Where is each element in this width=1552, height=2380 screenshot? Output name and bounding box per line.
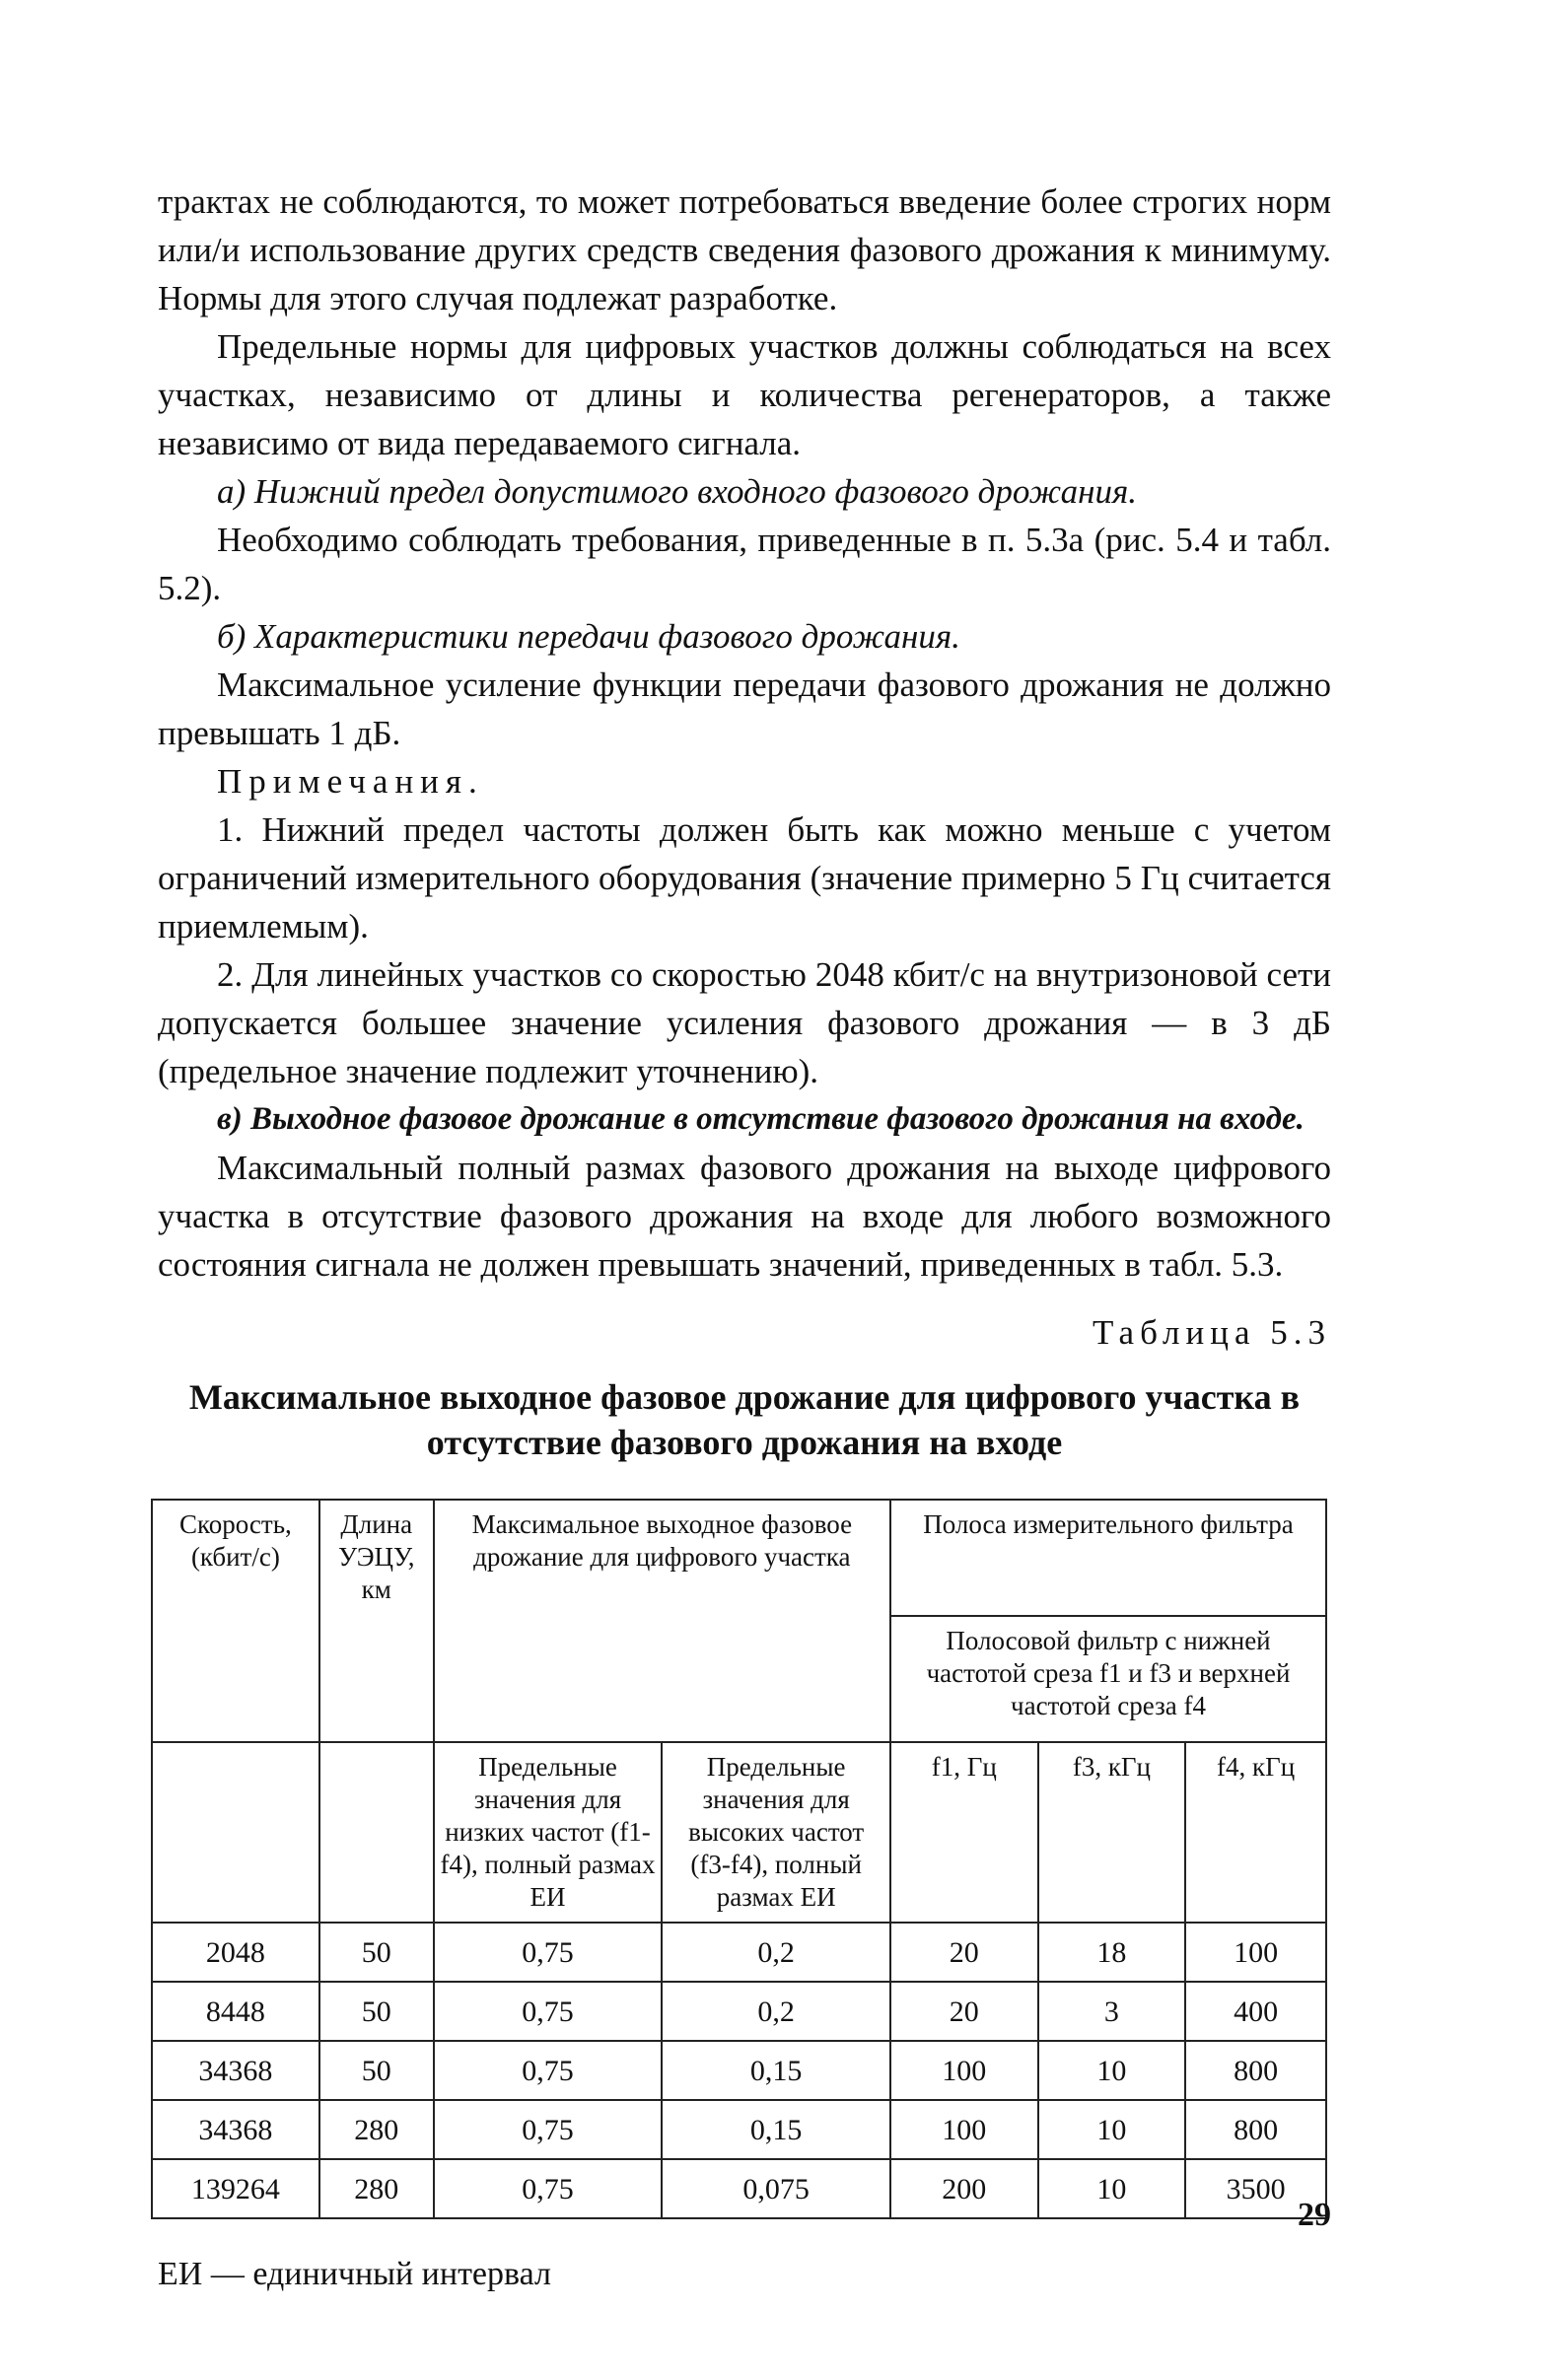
table-cell: 0,75 bbox=[434, 1923, 663, 1982]
table-cell: 50 bbox=[319, 1923, 434, 1982]
table-cell: 400 bbox=[1185, 1982, 1326, 2041]
table-cell: 20 bbox=[890, 1923, 1038, 1982]
table-cell: 800 bbox=[1185, 2041, 1326, 2100]
paragraph-1: трактах не соблюдаются, то может потребоваться введение более строгих норм или/и использование других средств сведения фазового дрожания к минимуму. Нормы для этого случая подлежат разработке. bbox=[158, 182, 1331, 317]
table-cell: 100 bbox=[1185, 1923, 1326, 1982]
header-empty-2 bbox=[319, 1742, 434, 1923]
table-cell: 34368 bbox=[152, 2100, 319, 2159]
header-length: Длина УЭЦУ, км bbox=[319, 1500, 434, 1742]
table-row bbox=[152, 2159, 1326, 2218]
paragraph-2: Предельные нормы для цифровых участков должны соблюдаться на всех участках, независимо от длины и количества регенераторов, а также независимо от вида передаваемого сигнала. bbox=[158, 327, 1331, 462]
subheading-b: б) Характеристики передачи фазового дрожания. bbox=[217, 617, 960, 656]
header-bandpass: Полосовой фильтр с нижней частотой среза f1 и f3 и верхней частотой среза f4 bbox=[890, 1616, 1326, 1742]
header-filter-band: Полоса измерительного фильтра bbox=[890, 1500, 1326, 1616]
table-cell: 0,75 bbox=[434, 2041, 663, 2100]
table-cell: 280 bbox=[319, 2159, 434, 2218]
table-row bbox=[152, 2041, 1326, 2100]
table-cell: 100 bbox=[890, 2100, 1038, 2159]
table-cell: 0,2 bbox=[662, 1923, 890, 1982]
paragraph-5: Максимальный полный размах фазового дрожания на выходе цифрового участка в отсутствие фазового дрожания на входе для любого возможного состояния сигнала не должен превышать значений, приведенных в табл. 5.3. bbox=[158, 1149, 1331, 1284]
document-page bbox=[158, 177, 1331, 2296]
header-max-jitter: Максимальное выходное фазовое дрожание для цифрового участка bbox=[434, 1500, 890, 1742]
note-2: 2. Для линейных участков со скоростью 2048 кбит/с на внутризоновой сети допускается большее значение усиления фазового дрожания — в 3 дБ (предельное значение подлежит уточнению). bbox=[158, 955, 1331, 1090]
table-cell: 50 bbox=[319, 2041, 434, 2100]
table-number: Таблица 5.3 bbox=[1093, 1313, 1331, 1352]
table-cell: 0,15 bbox=[662, 2100, 890, 2159]
table-cell: 34368 bbox=[152, 2041, 319, 2100]
table-cell: 280 bbox=[319, 2100, 434, 2159]
table-row bbox=[152, 1923, 1326, 1982]
table-cell: 3 bbox=[1038, 1982, 1186, 2041]
table-row bbox=[152, 1982, 1326, 2041]
header-f3: f3, кГц bbox=[1038, 1742, 1186, 1923]
footnote: ЕИ — единичный интервал bbox=[158, 2256, 551, 2292]
subheading-c: в) Выходное фазовое дрожание в отсутствие фазового дрожания на входе. bbox=[217, 1101, 1305, 1137]
table-cell: 10 bbox=[1038, 2100, 1186, 2159]
header-f4: f4, кГц bbox=[1185, 1742, 1326, 1923]
table-cell: 20 bbox=[890, 1982, 1038, 2041]
table-cell: 0,75 bbox=[434, 1982, 663, 2041]
note-1: 1. Нижний предел частоты должен быть как можно меньше с учетом ограничений измерительного оборудования (значение примерно 5 Гц считается приемлемым). bbox=[158, 810, 1331, 945]
notes-heading: Примечания. bbox=[217, 762, 484, 801]
table-cell: 0,2 bbox=[662, 1982, 890, 2041]
table-cell: 8448 bbox=[152, 1982, 319, 2041]
jitter-table bbox=[151, 1499, 1327, 2219]
table-cell: 0,075 bbox=[662, 2159, 890, 2218]
table-cell: 3500 bbox=[1185, 2159, 1326, 2218]
table-cell: 18 bbox=[1038, 1923, 1186, 1982]
table-cell: 0,75 bbox=[434, 2100, 663, 2159]
table-cell: 800 bbox=[1185, 2100, 1326, 2159]
subheading-a: а) Нижний предел допустимого входного фазового дрожания. bbox=[217, 472, 1137, 511]
table-title: Максимальное выходное фазовое дрожание для цифрового участка в отсутствие фазового дрожания на входе bbox=[188, 1377, 1301, 1462]
table-cell: 0,15 bbox=[662, 2041, 890, 2100]
table-cell: 50 bbox=[319, 1982, 434, 2041]
table-cell: 139264 bbox=[152, 2159, 319, 2218]
header-empty-1 bbox=[152, 1742, 319, 1923]
table-cell: 2048 bbox=[152, 1923, 319, 1982]
header-low-freq: Предельные значения для низких частот (f1-f4), полный размах ЕИ bbox=[434, 1742, 663, 1923]
page-number: 29 bbox=[1298, 2197, 1331, 2233]
paragraph-4: Максимальное усиление функции передачи фазового дрожания не должно превышать 1 дБ. bbox=[158, 665, 1331, 752]
table-cell: 10 bbox=[1038, 2159, 1186, 2218]
header-f1: f1, Гц bbox=[890, 1742, 1038, 1923]
paragraph-3: Необходимо соблюдать требования, приведенные в п. 5.3а (рис. 5.4 и табл. 5.2). bbox=[158, 521, 1331, 607]
table-cell: 0,75 bbox=[434, 2159, 663, 2218]
header-high-freq: Предельные значения для высоких частот (f3-f4), полный размах ЕИ bbox=[662, 1742, 890, 1923]
table-body bbox=[152, 1923, 1326, 2218]
header-speed: Скорость, (кбит/с) bbox=[152, 1500, 319, 1742]
table-cell: 200 bbox=[890, 2159, 1038, 2218]
table-row bbox=[152, 2100, 1326, 2159]
table-cell: 10 bbox=[1038, 2041, 1186, 2100]
table-cell: 100 bbox=[890, 2041, 1038, 2100]
